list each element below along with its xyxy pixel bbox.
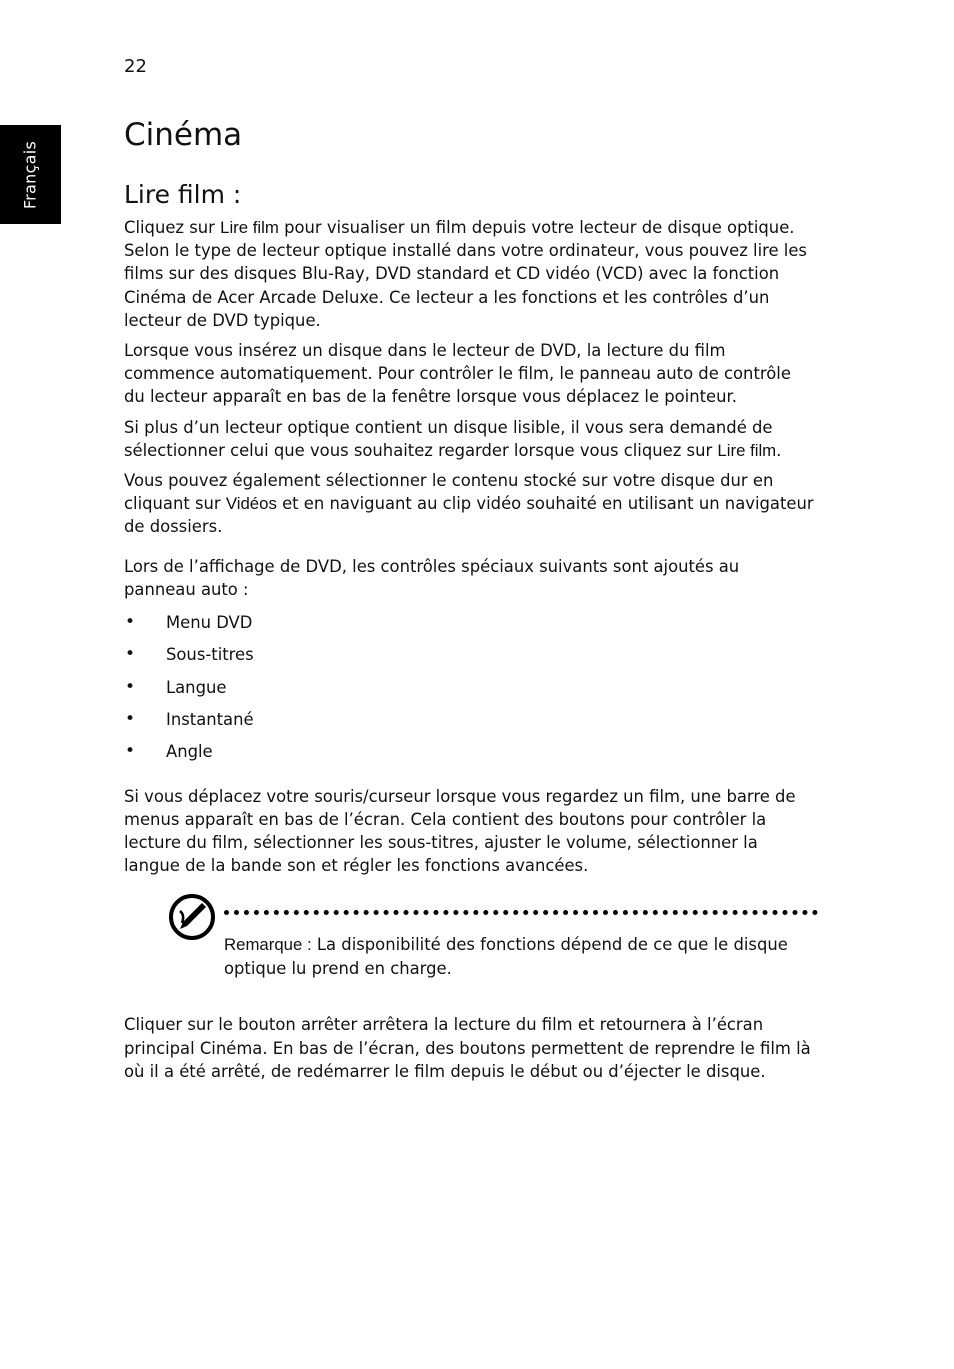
note-body: La disponibilité des fonctions dépend de ce que le disque optique lu prend en charge. (224, 935, 788, 978)
section-title: Lire film : (124, 180, 242, 209)
note-dotted-rule (224, 910, 818, 915)
ui-term-videos: Vidéos (225, 494, 277, 514)
paragraph-intro-end: pour visualiser un film depuis votre lecteur de disque optique. Selon le type de lecteur optique installé dans votre ordinateur, vous pouvez lire les films sur des disques Blu-Ray, DVD standard et CD vidéo (VCD) avec la fonction Cinéma de Acer Arcade Deluxe. Ce lecteur a les fonctions et les contrôles d’un lecteur de DVD typique. (124, 218, 807, 330)
dvd-controls-list (124, 611, 814, 772)
list-item: • Sous-titres (124, 643, 814, 675)
paragraph-dvd-controls: Lors de l’affichage de DVD, les contrôles spéciaux suivants sont ajoutés au panneau auto : (124, 556, 740, 599)
ui-term-lire-film: Lire film (220, 218, 279, 237)
paragraph-multiple-drives-start: Si plus d’un lecteur optique contient un disque lisible, il vous sera demandé de sélectionner celui que vous souhaitez regarder lorsque vous cliquez sur (124, 417, 773, 460)
paragraph-multiple-drives (124, 416, 814, 462)
note-text (224, 933, 814, 979)
language-side-tab (0, 125, 61, 224)
ui-term-lire-film: Lire film (717, 440, 777, 460)
list-item: • Instantané (124, 708, 814, 740)
paragraph-multiple-drives-end: . (776, 440, 782, 460)
note-label: Remarque : (224, 935, 312, 955)
paragraph-videos-start: Vous pouvez également sélectionner le contenu stocké sur votre disque dur en cliquant sur (124, 471, 774, 514)
list-item: • Angle (124, 740, 814, 772)
list-item: • Menu DVD (124, 611, 814, 643)
page-content (124, 116, 814, 1090)
note-box (124, 893, 814, 983)
page-number: 22 (124, 56, 147, 77)
paragraph-stop-button: Cliquer sur le bouton arrêter arrêtera la lecture du film et retournera à l’écran principal Cinéma. En bas de l’écran, des boutons permettent de reprendre le film là où il a été arrêté, de redémarrer le film depuis le début ou d’éjecter le disque. (124, 1015, 811, 1081)
paragraph-autoplay: Lorsque vous insérez un disque dans le lecteur de DVD, la lecture du film commence automatiquement. Pour contrôler le film, le panneau auto de contrôle du lecteur apparaît en bas de la fenêtre lorsque vous déplacez le pointeur. (124, 341, 791, 407)
list-item: • Langue (124, 676, 814, 708)
paragraph-menu-bar: Si vous déplacez votre souris/curseur lorsque vous regardez un film, une barre de menus apparaît en bas de l’écran. Cela contient des boutons pour contrôler la lecture du film, sélectionner les sous-titres, ajuster le volume, sélectionner la langue de la bande son et régler les fonctions avancées. (124, 786, 796, 876)
paragraph-videos-end: et en naviguant au clip vidéo souhaité en utilisant un navigateur de dossiers. (124, 494, 814, 537)
paragraph-intro (124, 216, 814, 332)
paragraph-intro-start: Cliquez sur (124, 218, 221, 237)
note-pen-icon (168, 893, 216, 941)
language-tab-label: Français (20, 140, 40, 209)
paragraph-videos (124, 469, 814, 539)
page-title: Cinéma (124, 117, 243, 153)
